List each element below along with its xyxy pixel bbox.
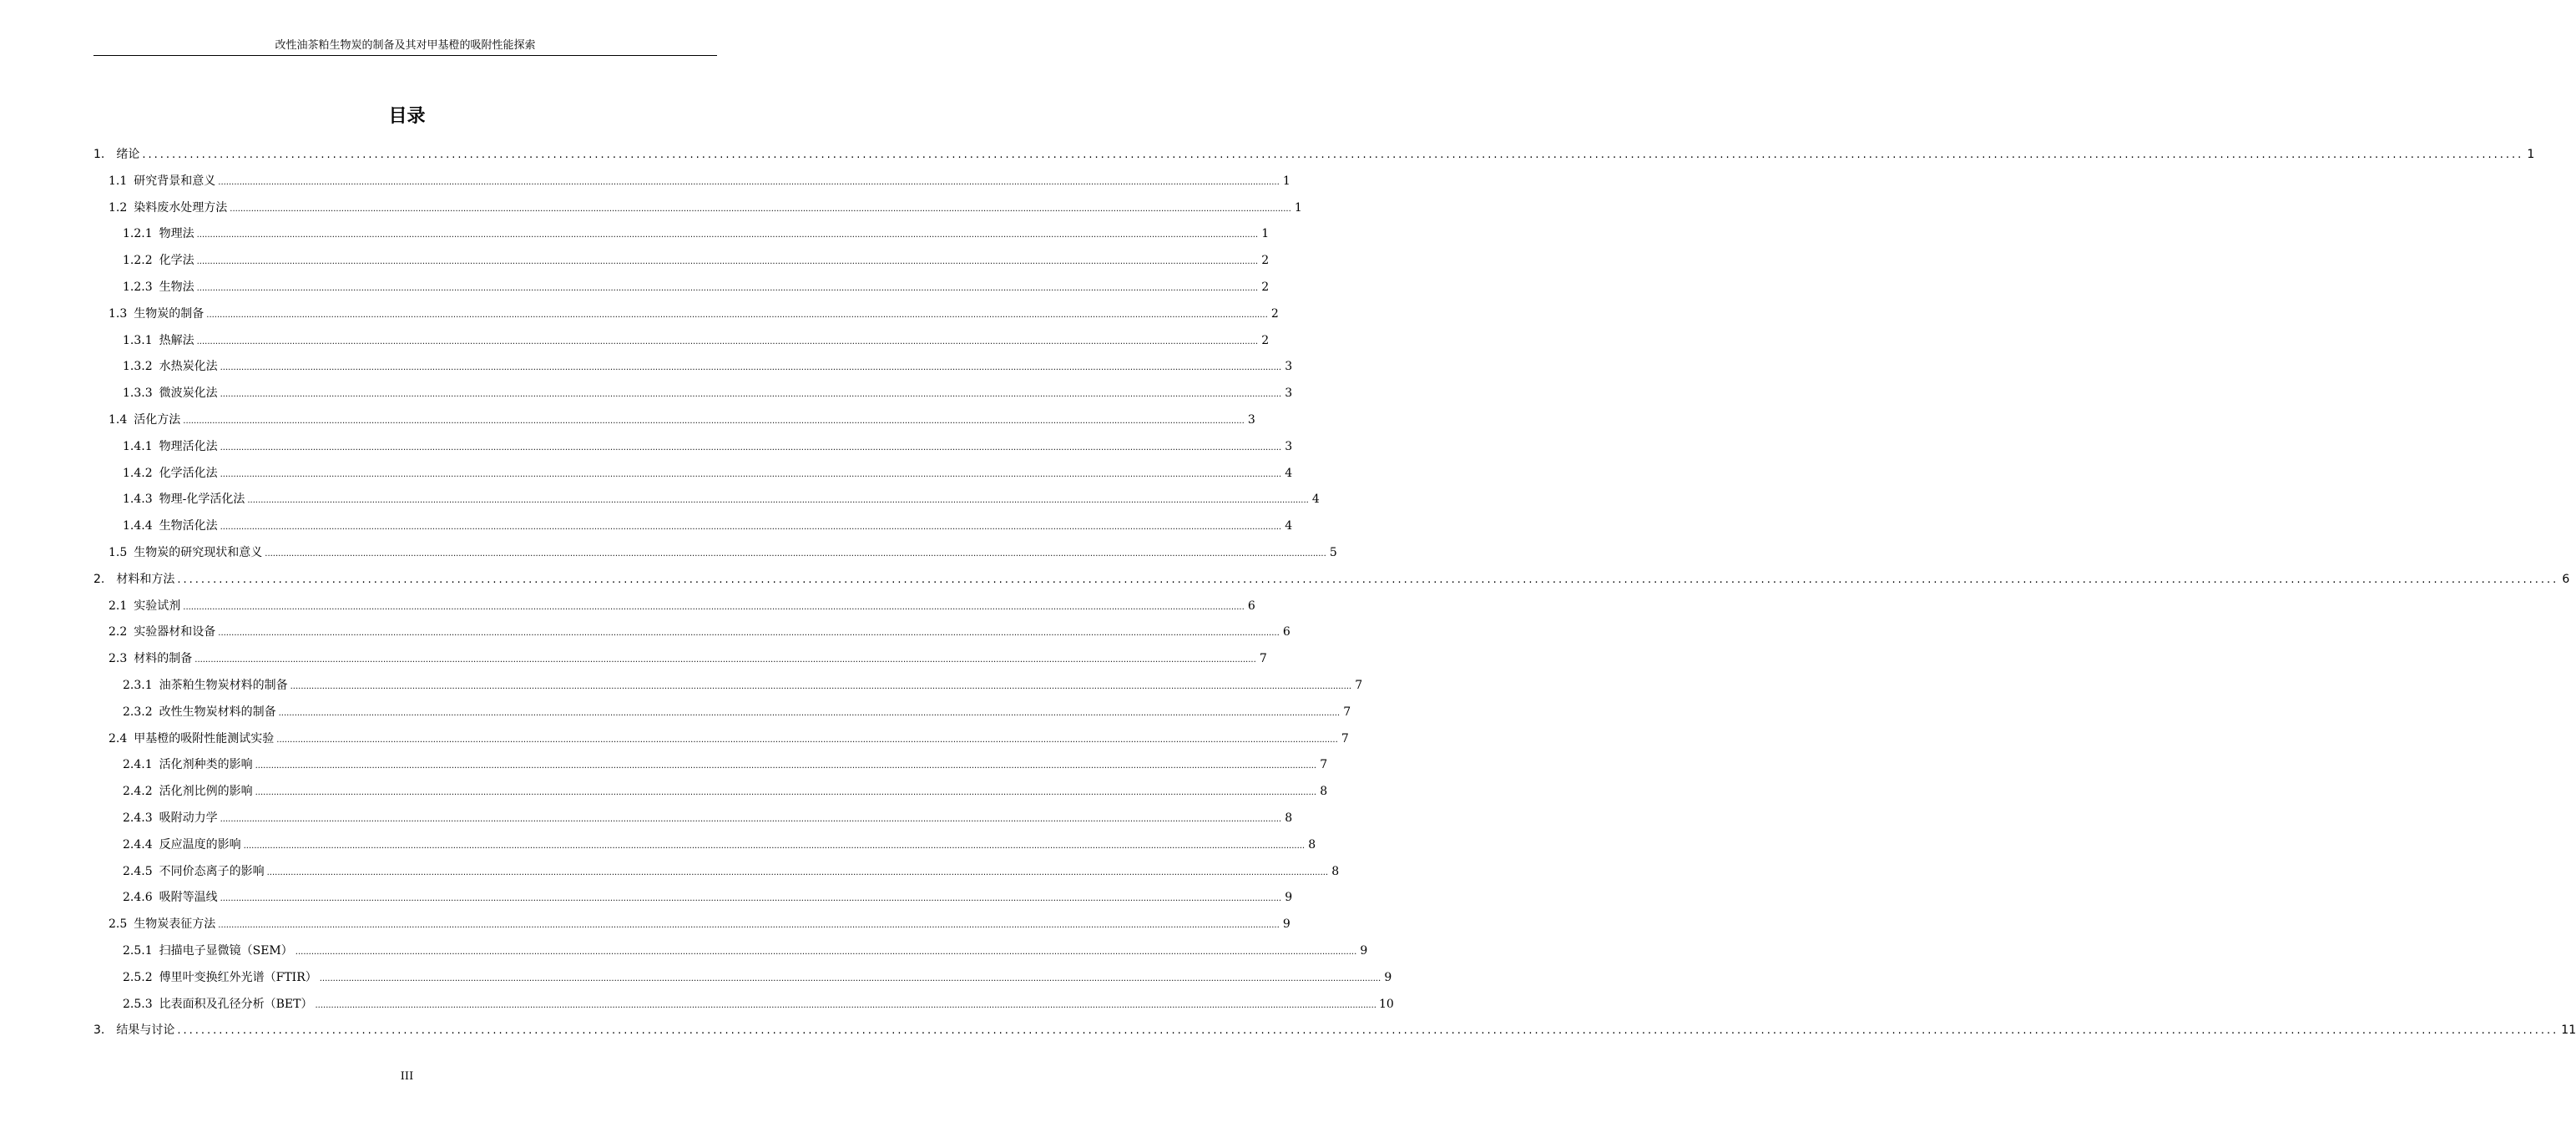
toc-leader-dots: ................................................................................................................................................................................................................................................................................................................................................................................................................ [218, 177, 1280, 187]
toc-entry-title: 化学法 [159, 254, 194, 268]
toc-entry-title: 染料废水处理方法 [134, 200, 228, 215]
toc-entry-title: 实验器材和设备 [134, 625, 216, 639]
toc-entry-page: 9 [1384, 970, 1392, 984]
toc-entry-title: 扫描电子显微镜（SEM） [159, 944, 293, 958]
toc-entry-title: 反应温度的影响 [159, 837, 241, 852]
toc-entry[interactable] [123, 779, 1328, 804]
toc-entry[interactable] [123, 859, 1340, 884]
toc-leader-dots: ................................................................................................................................................................................................................................................................................................................................................................................................................ [265, 549, 1326, 558]
toc-entry[interactable] [109, 169, 1291, 194]
toc-entry[interactable] [123, 354, 1293, 379]
toc-entry-page: 7 [1320, 758, 1328, 772]
toc-entry-page: 6 [1282, 625, 1291, 639]
toc-entry-page: 3 [1247, 413, 1255, 427]
toc-entry[interactable] [123, 487, 1320, 512]
toc-entry-number: 2.4.1 [123, 758, 153, 772]
toc-entry-page: 3 [1285, 439, 1293, 453]
toc-entry-title: 生物炭的制备 [134, 306, 205, 321]
toc-entry[interactable] [123, 700, 1351, 725]
toc-entry-number: 1.4.2 [123, 466, 153, 480]
toc-leader-dots: ................................................................................................................................................................................................................................................................................................................................................................................................................ [220, 390, 1282, 400]
toc-entry-page: 6 [2562, 572, 2570, 586]
toc-entry-number: 2.4.6 [123, 891, 153, 905]
toc-entry-page: 2 [1261, 333, 1270, 347]
toc-entry-number: 1.2 [109, 200, 128, 215]
toc-entry-number: 1.4 [109, 413, 128, 427]
toc-entry-number: 2.4.3 [123, 811, 153, 825]
toc-entry[interactable] [123, 673, 1363, 698]
toc-entry[interactable] [123, 965, 1392, 990]
toc-entry[interactable] [123, 832, 1316, 857]
toc-entry-page: 2 [1261, 280, 1270, 294]
page-title: 目录 [388, 106, 426, 127]
toc-leader-dots: ................................................................................................................................................................................................................................................................................................................................................................................................................ [220, 815, 1282, 824]
toc-entry-page: 1 [1294, 200, 1302, 215]
toc-entry-number: 1.3.2 [123, 360, 153, 374]
toc-entry-page: 2 [1261, 254, 1270, 268]
toc-entry[interactable] [123, 752, 1328, 777]
toc-entry-title: 生物炭表征方法 [134, 917, 216, 932]
toc-entry-page: 4 [1285, 466, 1293, 480]
toc-leader-dots: ................................................................................................................................................................................................................................................................................................................................................................................................................ [218, 921, 1280, 931]
toc-entry-page: 8 [1285, 811, 1293, 825]
toc-entry[interactable] [123, 434, 1293, 459]
toc-entry[interactable] [123, 513, 1293, 538]
toc-leader-dots: ................................................................................................................................................................................................................................................................................................................................................................................................................ [290, 682, 1352, 691]
toc-entry-title: 甲基橙的吸附性能测试实验 [134, 731, 275, 745]
toc-leader-dots: ................................................................................................................................................................................................................................................................................................................................................................................................................ [196, 284, 1259, 293]
toc-entry-number: 1.2.1 [123, 227, 153, 241]
toc-entry-number: 1.1 [109, 174, 128, 188]
toc-entry-title: 物理活化法 [159, 439, 218, 453]
toc-entry[interactable] [109, 407, 1255, 432]
toc-entry[interactable] [123, 992, 1394, 1017]
toc-entry-number: 2.5 [109, 917, 128, 932]
toc-leader-dots: ................................................................................................................................................................................................................................................................................................................................................................................................................ [142, 149, 2524, 161]
toc-leader-dots: ................................................................................................................................................................................................................................................................................................................................................................................................................ [315, 1000, 1376, 1010]
toc-leader-dots: ................................................................................................................................................................................................................................................................................................................................................................................................................ [255, 761, 1317, 771]
toc-entry-number: 1.3.3 [123, 387, 153, 401]
toc-entry[interactable] [123, 381, 1293, 406]
toc-entry[interactable] [93, 142, 2535, 167]
toc-entry-title: 结果与讨论 [116, 1023, 175, 1038]
toc-leader-dots: ................................................................................................................................................................................................................................................................................................................................................................................................................ [183, 602, 1245, 612]
toc-entry-title: 水热炭化法 [159, 360, 218, 374]
toc-entry-title: 生物活化法 [159, 519, 218, 533]
toc-entry-page: 3 [1285, 360, 1293, 374]
toc-leader-dots: ................................................................................................................................................................................................................................................................................................................................................................................................................ [220, 894, 1282, 904]
toc-entry-title: 吸附等温线 [159, 891, 218, 905]
toc-leader-dots: ................................................................................................................................................................................................................................................................................................................................................................................................................ [177, 573, 2559, 586]
toc-entry-number: 2.5.1 [123, 944, 153, 958]
toc-leader-dots: ................................................................................................................................................................................................................................................................................................................................................................................................................ [196, 257, 1259, 267]
toc-entry-page: 10 [1378, 997, 1394, 1011]
toc-leader-dots: ................................................................................................................................................................................................................................................................................................................................................................................................................ [278, 708, 1341, 718]
toc-entry[interactable] [109, 594, 1255, 619]
toc-entry-page: 6 [1247, 599, 1255, 613]
toc-entry[interactable] [109, 726, 1349, 751]
toc-leader-dots: ................................................................................................................................................................................................................................................................................................................................................................................................................ [196, 336, 1259, 346]
toc-entry-number: 2.3.2 [123, 705, 153, 719]
toc-leader-dots: ................................................................................................................................................................................................................................................................................................................................................................................................................ [295, 948, 1357, 957]
toc-leader-dots: ................................................................................................................................................................................................................................................................................................................................................................................................................ [206, 310, 1268, 320]
toc-entry-title: 活化方法 [134, 413, 181, 427]
toc-entry[interactable] [123, 806, 1293, 831]
toc-entry-title: 生物炭的研究现状和意义 [134, 546, 263, 559]
toc-entry-number: 3. [93, 1023, 105, 1038]
toc-leader-dots: ................................................................................................................................................................................................................................................................................................................................................................................................................ [196, 230, 1259, 240]
toc-entry-number: 2.2 [109, 625, 128, 639]
toc-leader-dots: ................................................................................................................................................................................................................................................................................................................................................................................................................ [183, 417, 1245, 426]
toc-entry-number: 1. [93, 148, 105, 161]
toc-entry-page: 1 [1282, 174, 1291, 188]
toc-entry-number: 1.4.3 [123, 493, 153, 507]
toc-leader-dots: ................................................................................................................................................................................................................................................................................................................................................................................................................ [177, 1024, 2559, 1038]
toc-entry-number: 1.3 [109, 306, 128, 321]
toc-entry-page: 9 [1285, 891, 1293, 905]
toc-leader-dots: ................................................................................................................................................................................................................................................................................................................................................................................................................ [220, 442, 1282, 452]
toc-entry-title: 热解法 [159, 333, 194, 347]
toc-entry[interactable] [109, 540, 1337, 565]
toc-entry-title: 比表面积及孔径分析（BET） [159, 997, 313, 1011]
toc-leader-dots: ................................................................................................................................................................................................................................................................................................................................................................................................................ [220, 363, 1282, 373]
toc-leader-dots: ................................................................................................................................................................................................................................................................................................................................................................................................................ [220, 469, 1282, 479]
toc-leader-dots: ................................................................................................................................................................................................................................................................................................................................................................................................................ [266, 867, 1329, 877]
toc-entry-page: 9 [1282, 917, 1291, 932]
toc-entry[interactable] [109, 301, 1279, 326]
toc-leader-dots: ................................................................................................................................................................................................................................................................................................................................................................................................................ [243, 841, 1306, 851]
toc-entry[interactable] [109, 646, 1267, 671]
toc-entry-number: 1.2.3 [123, 280, 153, 294]
toc-entry-number: 1.4.1 [123, 439, 153, 453]
toc-entry[interactable] [123, 938, 1368, 963]
toc-entry-number: 1.4.4 [123, 519, 153, 533]
toc-leader-dots: ................................................................................................................................................................................................................................................................................................................................................................................................................ [255, 788, 1317, 798]
toc-entry[interactable] [123, 328, 1270, 353]
toc-leader-dots: ................................................................................................................................................................................................................................................................................................................................................................................................................ [276, 735, 1338, 745]
running-header: 改性油茶粕生物炭的制备及其对甲基橙的吸附性能探索 [275, 39, 536, 52]
toc-entry-number: 2.3.1 [123, 679, 153, 692]
toc-entry-title: 活化剂比例的影响 [159, 785, 253, 799]
page-number: III [400, 1070, 414, 1083]
toc-entry-title: 研究背景和意义 [134, 174, 216, 188]
toc-entry-page: 5 [1329, 546, 1337, 559]
toc-entry-title: 绪论 [116, 148, 140, 161]
toc-entry-title: 生物法 [159, 280, 194, 294]
toc-entry-page: 11 [2561, 1023, 2576, 1038]
toc-entry-page: 1 [1261, 227, 1270, 241]
toc-entry-number: 2.3 [109, 652, 128, 666]
toc-leader-dots: ................................................................................................................................................................................................................................................................................................................................................................................................................ [218, 629, 1280, 639]
toc-leader-dots: ................................................................................................................................................................................................................................................................................................................................................................................................................ [194, 655, 1256, 665]
toc-entry-number: 1.3.1 [123, 333, 153, 347]
toc-entry-number: 2.4.5 [123, 864, 153, 878]
toc-entry-page: 7 [1343, 705, 1351, 719]
toc-entry-title: 油茶粕生物炭材料的制备 [159, 679, 288, 692]
toc-entry-title: 实验试剂 [134, 599, 181, 613]
toc-entry-page: 8 [1331, 864, 1340, 878]
header-rule [93, 55, 717, 56]
toc-entry-page: 8 [1320, 785, 1328, 799]
toc-entry-title: 化学活化法 [159, 466, 218, 480]
toc-entry-page: 8 [1308, 837, 1316, 852]
toc-entry-title: 物理法 [159, 227, 194, 241]
toc-entry[interactable] [123, 221, 1270, 246]
toc-entry-number: 2.1 [109, 599, 128, 613]
toc-entry-number: 2.5.2 [123, 970, 153, 984]
toc-entry[interactable] [109, 619, 1291, 644]
toc-entry-title: 吸附动力学 [159, 811, 218, 825]
toc-leader-dots: ................................................................................................................................................................................................................................................................................................................................................................................................................ [230, 204, 1291, 214]
toc-entry-title: 傅里叶变换红外光谱（FTIR） [159, 970, 317, 984]
toc-entry-page: 9 [1360, 944, 1368, 958]
toc-entry-number: 2.4 [109, 731, 128, 745]
toc-entry-page: 4 [1285, 519, 1293, 533]
toc-entry[interactable] [93, 567, 2570, 592]
toc-entry-title: 改性生物炭材料的制备 [159, 705, 276, 719]
toc-entry-number: 2.5.3 [123, 997, 153, 1011]
toc-entry-page: 7 [1259, 652, 1267, 666]
toc-entry[interactable] [123, 461, 1293, 486]
toc-leader-dots: ................................................................................................................................................................................................................................................................................................................................................................................................................ [220, 523, 1282, 533]
toc-entry-title: 物理-化学活化法 [159, 493, 245, 507]
toc-entry[interactable] [109, 912, 1291, 937]
toc-entry-number: 2.4.4 [123, 837, 153, 852]
toc-entry-number: 1.2.2 [123, 254, 153, 268]
toc-entry-number: 2. [93, 572, 105, 586]
toc-entry[interactable] [93, 1018, 2576, 1043]
toc-entry-title: 活化剂种类的影响 [159, 758, 253, 772]
toc-entry[interactable] [123, 248, 1270, 273]
toc-entry-title: 微波炭化法 [159, 387, 218, 401]
toc-entry-page: 4 [1311, 493, 1320, 507]
toc-entry-number: 1.5 [109, 546, 128, 559]
toc-leader-dots: ................................................................................................................................................................................................................................................................................................................................................................................................................ [247, 496, 1309, 506]
toc-entry[interactable] [109, 195, 1302, 220]
toc-entry[interactable] [123, 275, 1270, 300]
toc-leader-dots: ................................................................................................................................................................................................................................................................................................................................................................................................................ [319, 973, 1381, 983]
toc-entry-page: 1 [2527, 148, 2535, 161]
toc-entry-page: 3 [1285, 387, 1293, 401]
toc-entry-page: 2 [1270, 306, 1279, 321]
toc-entry-page: 7 [1355, 679, 1363, 692]
toc-entry-number: 2.4.2 [123, 785, 153, 799]
toc-entry-title: 材料和方法 [116, 572, 175, 586]
toc-entry[interactable] [123, 885, 1293, 910]
toc-entry-title: 不同价态离子的影响 [159, 864, 265, 878]
toc-entry-page: 7 [1341, 731, 1349, 745]
toc-entry-title: 材料的制备 [134, 652, 193, 666]
